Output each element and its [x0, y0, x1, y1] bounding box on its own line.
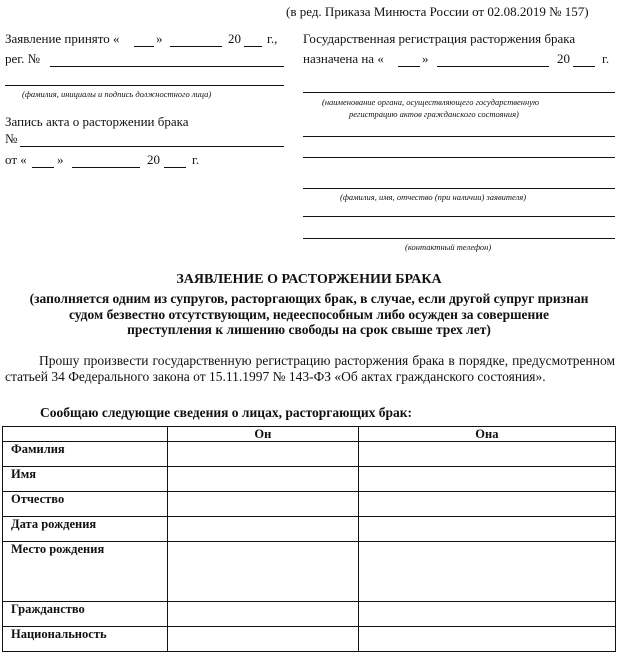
row-label-birth-date: Дата рождения — [3, 517, 168, 542]
record-no-label: № — [5, 131, 18, 146]
table-row — [3, 442, 616, 467]
applicant-field-3[interactable] — [303, 188, 615, 189]
request-paragraph: Прошу произвести государственную регистрацию расторжения брака в порядке, предусмотренном статьей 34 Федерального закона от 15.11.1997 № 143-ФЗ «Об актах гражданского состояния». — [5, 353, 615, 384]
form-subtitle-1: (заполняется одним из супругов, расторгающих брак, в случае, если другой супруг признан — [29, 291, 589, 306]
form-subtitle-2: судом безвестно отсутствующим, недееспособным либо осужден за совершение — [68, 307, 550, 322]
registration-month-field[interactable] — [437, 66, 549, 67]
registration-year: 20 — [557, 51, 570, 66]
spouse-info-table — [2, 426, 616, 652]
he-name-cell[interactable] — [168, 467, 359, 492]
row-label-birth-place: Место рождения — [3, 542, 168, 602]
she-birth-place-cell[interactable] — [358, 542, 615, 602]
edition-note: (в ред. Приказа Минюста России от 02.08.2019 № 157) — [286, 4, 589, 19]
table-row — [3, 627, 616, 652]
info-heading: Сообщаю следующие сведения о лицах, расторгающих брак: — [40, 405, 413, 420]
from-month-field[interactable] — [72, 167, 140, 168]
from-year: 20 — [147, 152, 160, 167]
registration-day-field[interactable] — [398, 66, 420, 67]
she-surname-cell[interactable] — [358, 442, 615, 467]
accepted-prefix: Заявление принято « — [5, 31, 120, 46]
record-no-field[interactable] — [20, 146, 284, 147]
accepted-day-field[interactable] — [134, 46, 154, 47]
she-nationality-cell[interactable] — [358, 627, 615, 652]
accepted-year-field[interactable] — [244, 46, 262, 47]
from-quote: » — [57, 152, 64, 167]
organ-caption-2: регистрацию актов гражданского состояния) — [349, 109, 519, 119]
registration-suffix: г. — [602, 51, 610, 66]
she-name-cell[interactable] — [358, 467, 615, 492]
row-label-citizenship: Гражданство — [3, 602, 168, 627]
reg-no-label: рег. № — [5, 51, 41, 66]
table-row — [3, 517, 616, 542]
registration-quote: » — [422, 51, 429, 66]
table-row — [3, 467, 616, 492]
accepted-month-field[interactable] — [170, 46, 222, 47]
from-year-field[interactable] — [164, 167, 186, 168]
row-label-nationality: Национальность — [3, 627, 168, 652]
phone-field-2[interactable] — [303, 238, 615, 239]
she-citizenship-cell[interactable] — [358, 602, 615, 627]
table-row — [3, 542, 616, 602]
applicant-field-1[interactable] — [303, 136, 615, 137]
organ-caption-1: (наименование органа, осуществляющего государственную — [322, 97, 540, 107]
table-row — [3, 492, 616, 517]
from-suffix: г. — [192, 152, 200, 167]
registration-prefix: назначена на « — [303, 51, 384, 66]
official-signature-field[interactable] — [5, 85, 284, 86]
accepted-quote: » — [156, 31, 163, 46]
he-birth-place-cell[interactable] — [168, 542, 359, 602]
she-patronymic-cell[interactable] — [358, 492, 615, 517]
row-label-patronymic: Отчество — [3, 492, 168, 517]
table-corner-cell — [3, 427, 168, 442]
organ-field[interactable] — [303, 92, 615, 93]
accepted-suffix: г., — [267, 31, 278, 46]
he-surname-cell[interactable] — [168, 442, 359, 467]
form-subtitle-3: преступления к лишению свободы на срок свыше трех лет) — [127, 322, 491, 337]
row-label-surname: Фамилия — [3, 442, 168, 467]
he-citizenship-cell[interactable] — [168, 602, 359, 627]
from-day-field[interactable] — [32, 167, 54, 168]
table-row — [3, 602, 616, 627]
table-header-row — [3, 427, 616, 442]
row-label-name: Имя — [3, 467, 168, 492]
he-birth-date-cell[interactable] — [168, 517, 359, 542]
registration-year-field[interactable] — [573, 66, 595, 67]
she-birth-date-cell[interactable] — [358, 517, 615, 542]
phone-caption: (контактный телефон) — [405, 242, 492, 252]
column-she: Она — [358, 427, 615, 442]
applicant-caption: (фамилия, имя, отчество (при наличии) заявителя) — [340, 192, 527, 202]
applicant-field-2[interactable] — [303, 157, 615, 158]
column-he: Он — [168, 427, 359, 442]
phone-field-1[interactable] — [303, 216, 615, 217]
he-patronymic-cell[interactable] — [168, 492, 359, 517]
form-title: ЗАЯВЛЕНИЕ О РАСТОРЖЕНИИ БРАКА — [176, 272, 442, 287]
registration-line1: Государственная регистрация расторжения брака — [303, 31, 576, 46]
reg-no-field[interactable] — [50, 66, 284, 67]
accepted-year: 20 — [228, 31, 241, 46]
record-title: Запись акта о расторжении брака — [5, 114, 189, 129]
official-caption: (фамилия, инициалы и подпись должностного лица) — [22, 89, 212, 99]
he-nationality-cell[interactable] — [168, 627, 359, 652]
from-prefix: от « — [5, 152, 27, 167]
